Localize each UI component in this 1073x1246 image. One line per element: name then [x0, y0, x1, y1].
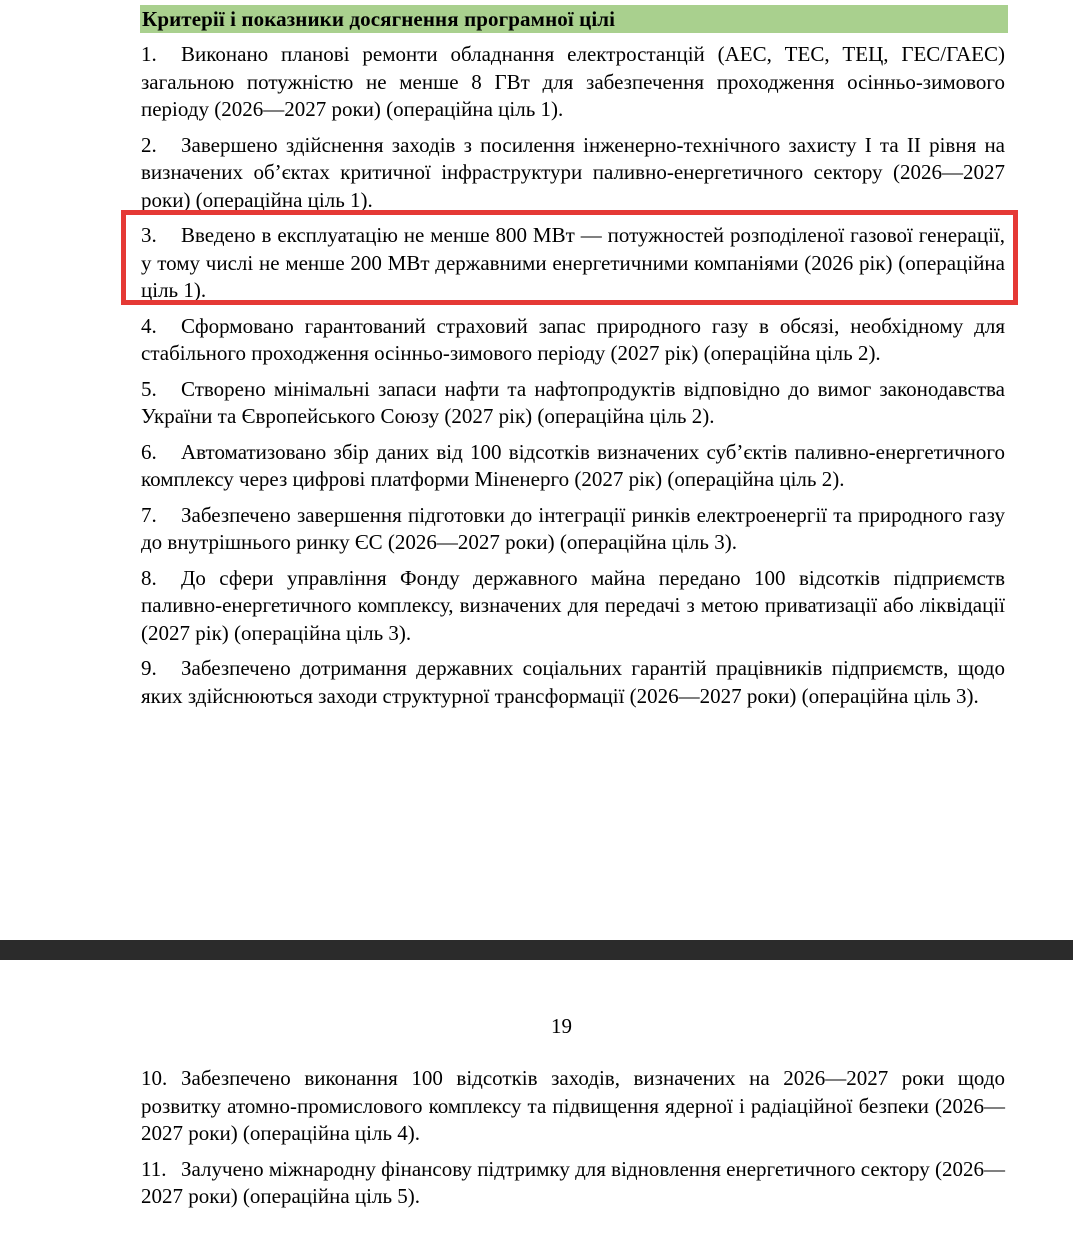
item-number: 3.	[141, 223, 157, 247]
list-item	[141, 41, 1005, 124]
list-item	[141, 132, 1005, 215]
list-item	[141, 1156, 1005, 1211]
item-text: Автоматизовано збір даних від 100 відсотків визначених суб’єктів паливно-енергетичного комплексу через цифрові платформи Міненерго (2027 рік) (операційна ціль 2).	[141, 439, 1005, 491]
criteria-list-continued	[141, 1065, 1005, 1219]
item-text: Залучено міжнародну фінансову підтримку для відновлення енергетичного сектору (2026—2027 роки) (операційна ціль 5).	[141, 1156, 1005, 1208]
list-item	[141, 1065, 1005, 1148]
item-text: Сформовано гарантований страховий запас природного газу в обсязі, необхідному для стабільного проходження осінньо-зимового періоду (2027 рік) (операційна ціль 2).	[141, 313, 1005, 365]
item-number: 2.	[141, 132, 157, 157]
page-break-divider	[0, 940, 1073, 960]
item-number: 9.	[141, 656, 157, 680]
page-number: 19	[551, 1014, 572, 1038]
item-number: 5.	[141, 376, 157, 401]
section-title: Критерії і показники досягнення програмної цілі	[140, 5, 1008, 33]
item-number: 8.	[141, 565, 157, 590]
list-item	[141, 439, 1005, 494]
list-item	[141, 565, 1005, 648]
item-text: Створено мінімальні запаси нафти та нафтопродуктів відповідно до вимог законодавства України та Європейського Союзу (2027 рік) (операційна ціль 2).	[141, 376, 1005, 428]
list-item	[141, 655, 1005, 710]
list-item-highlighted	[141, 222, 1005, 305]
item-text: Завершено здійснення заходів з посилення інженерно-технічного захисту I та II рівня на визначених об’єктах критичної інфраструктури паливно-енергетичного сектору (2026—2027 роки) (операційна ціль 1).	[141, 132, 1005, 212]
list-item	[141, 502, 1005, 557]
item-number: 10.	[141, 1066, 168, 1090]
criteria-list	[141, 41, 1005, 718]
item-text: Виконано планові ремонти обладнання електростанцій (АЕС, ТЕС, ТЕЦ, ГЕС/ГАЕС) загальною потужністю не менше 8 ГВт для забезпечення проходження осінньо-зимового періоду (2026—2027 роки) (операційна ціль 1).	[141, 42, 1005, 121]
item-number: 7.	[141, 502, 157, 527]
item-text: Забезпечено виконання 100 відсотків заходів, визначених на 2026—2027 роки щодо розвитку атомно-промислового комплексу та підвищення ядерної і радіаційної безпеки (2026—2027 роки) (операційна ціль 4).	[141, 1066, 1005, 1145]
item-text: Забезпечено дотримання державних соціальних гарантій працівників підприємств, щодо яких здійснюються заходи структурної трансформації (2026—2027 роки) (операційна ціль 3).	[141, 656, 1005, 708]
item-number: 1.	[141, 42, 157, 66]
item-number: 6.	[141, 439, 157, 464]
item-number: 4.	[141, 313, 157, 338]
list-item	[141, 376, 1005, 431]
item-text: До сфери управління Фонду державного майна передано 100 відсотків підприємств паливно-енергетичного комплексу, визначених для передачі з метою приватизації або ліквідації (2027 рік) (операційна ціль 3).	[141, 565, 1005, 645]
list-item	[141, 313, 1005, 368]
item-number: 11.	[141, 1156, 167, 1181]
item-text: Введено в експлуатацію не менше 800 МВт — потужностей розподіленої газової генерації, у тому числі не менше 200 МВт державними енергетичними компаніями (2026 рік) (операційна ціль 1).	[141, 223, 1005, 302]
item-text: Забезпечено завершення підготовки до інтеграції ринків електроенергії та природного газу до внутрішнього ринку ЄС (2026—2027 роки) (операційна ціль 3).	[141, 502, 1005, 554]
